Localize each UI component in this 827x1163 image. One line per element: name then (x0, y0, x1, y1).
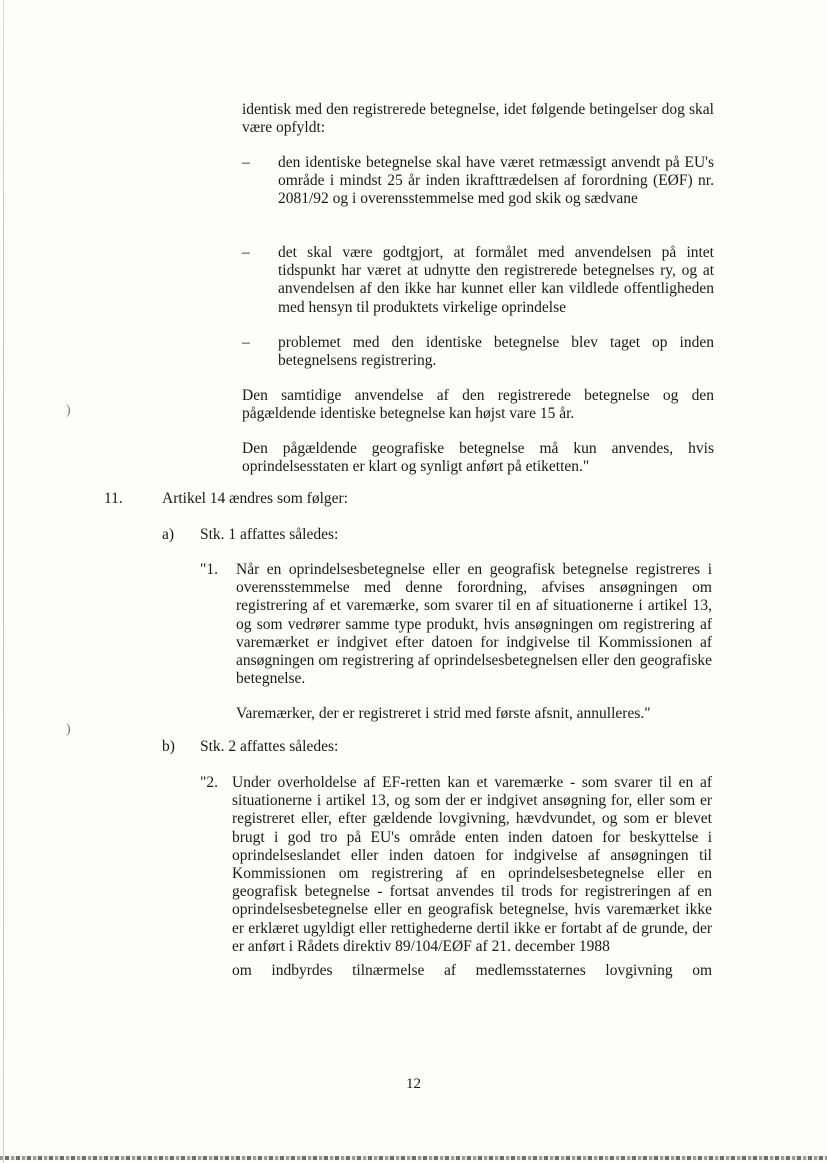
paragraph: Den pågældende geografiske betegnelse må kun anvendes, hvis oprindelsesstaten er klart og synligt anført på etiketten." (242, 440, 714, 476)
condition-item: det skal være godtgjort, at formålet med anvendelsen på intet tidspunkt har været at udnytte den registrerede betegnelses ry, og at anvendelsen af den ikke har kunnet eller kan vildlede offentligheden med hensyn til produktets virkelige oprindelse (278, 244, 714, 316)
intro-paragraph: identisk med den registrerede betegnelse, idet følgende betingelser dog skal være opfyldt: (242, 101, 714, 137)
item-text: Artikel 14 ændres som følger: (162, 490, 348, 507)
sub-item-label: a) (162, 526, 175, 543)
quote-number: "1. (200, 561, 218, 578)
quoted-paragraph-last-line: om indbyrdes tilnærmelse af medlemsstaternes lovgivning om (232, 962, 712, 979)
quote-number: "2. (200, 774, 218, 791)
quoted-paragraph: Når en oprindelsesbetegnelse eller en geografisk betegnelse registreres i overensstemmelse med denne forordning, afvises ansøgningen om registrering af et varemærke, som svarer til en af situationerne i artikel 13, og som vedrører samme type produkt, hvis ansøgningen om registrering af varemærket er indgivet efter datoen for indgivelse til Kommissionen af ansøgningen om registrering af oprindelsesbetegnelsen eller den geografiske betegnelse. (236, 561, 712, 688)
paragraph: Den samtidige anvendelse af den registrerede betegnelse og den pågældende identiske betegnelse kan højst vare 15 år. (242, 387, 714, 423)
scan-mark: ) (66, 403, 71, 418)
sub-item-text: Stk. 2 affattes således: (200, 738, 339, 755)
quoted-paragraph: Under overholdelse af EF-retten kan et varemærke - som svarer til en af situationerne i artikel 13, og som der er indgivet ansøgning for, eller som er registreret eller, efter gældende lovgivning, hævdvundet, og som er blevet brugt i god tro på EU's område enten inden datoen for beskyttelse i oprindelseslandet eller inden datoen for indgivelse af ansøgningen til Kommissionen om registrering af en oprindelsesbetegnelse eller en geografisk betegnelse - fortsat anvendes til trods for registreringen af en oprindelsesbetegnelse eller en geografisk betegnelse, hvis varemærket ikke er erklæret ugyldigt eller rettighederne dertil ikke er fortabt af de grunde, der er anført i Rådets direktiv 89/104/EØF af 21. december 1988 (232, 774, 712, 955)
scan-edge-bottom (0, 1156, 827, 1160)
scan-mark: ) (66, 722, 71, 737)
list-dash: – (242, 154, 250, 171)
list-dash: – (242, 244, 250, 261)
quoted-closing: Varemærker, der er registreret i strid med første afsnit, annulleres." (236, 705, 651, 722)
sub-item-text: Stk. 1 affattes således: (200, 526, 339, 543)
page-number: 12 (406, 1076, 421, 1092)
scan-edge-left (3, 0, 4, 1163)
condition-item: den identiske betegnelse skal have været retmæssigt anvendt på EU's område i mindst 25 år inden ikrafttrædelsen af forordning (EØF) nr. 2081/92 og i overensstemmelse med god skik og sædvane (278, 154, 714, 208)
sub-item-label: b) (162, 738, 175, 755)
condition-item: problemet med den identiske betegnelse blev taget op inden betegnelsens registrering. (278, 334, 714, 370)
list-dash: – (242, 334, 250, 351)
item-number: 11. (104, 490, 123, 507)
